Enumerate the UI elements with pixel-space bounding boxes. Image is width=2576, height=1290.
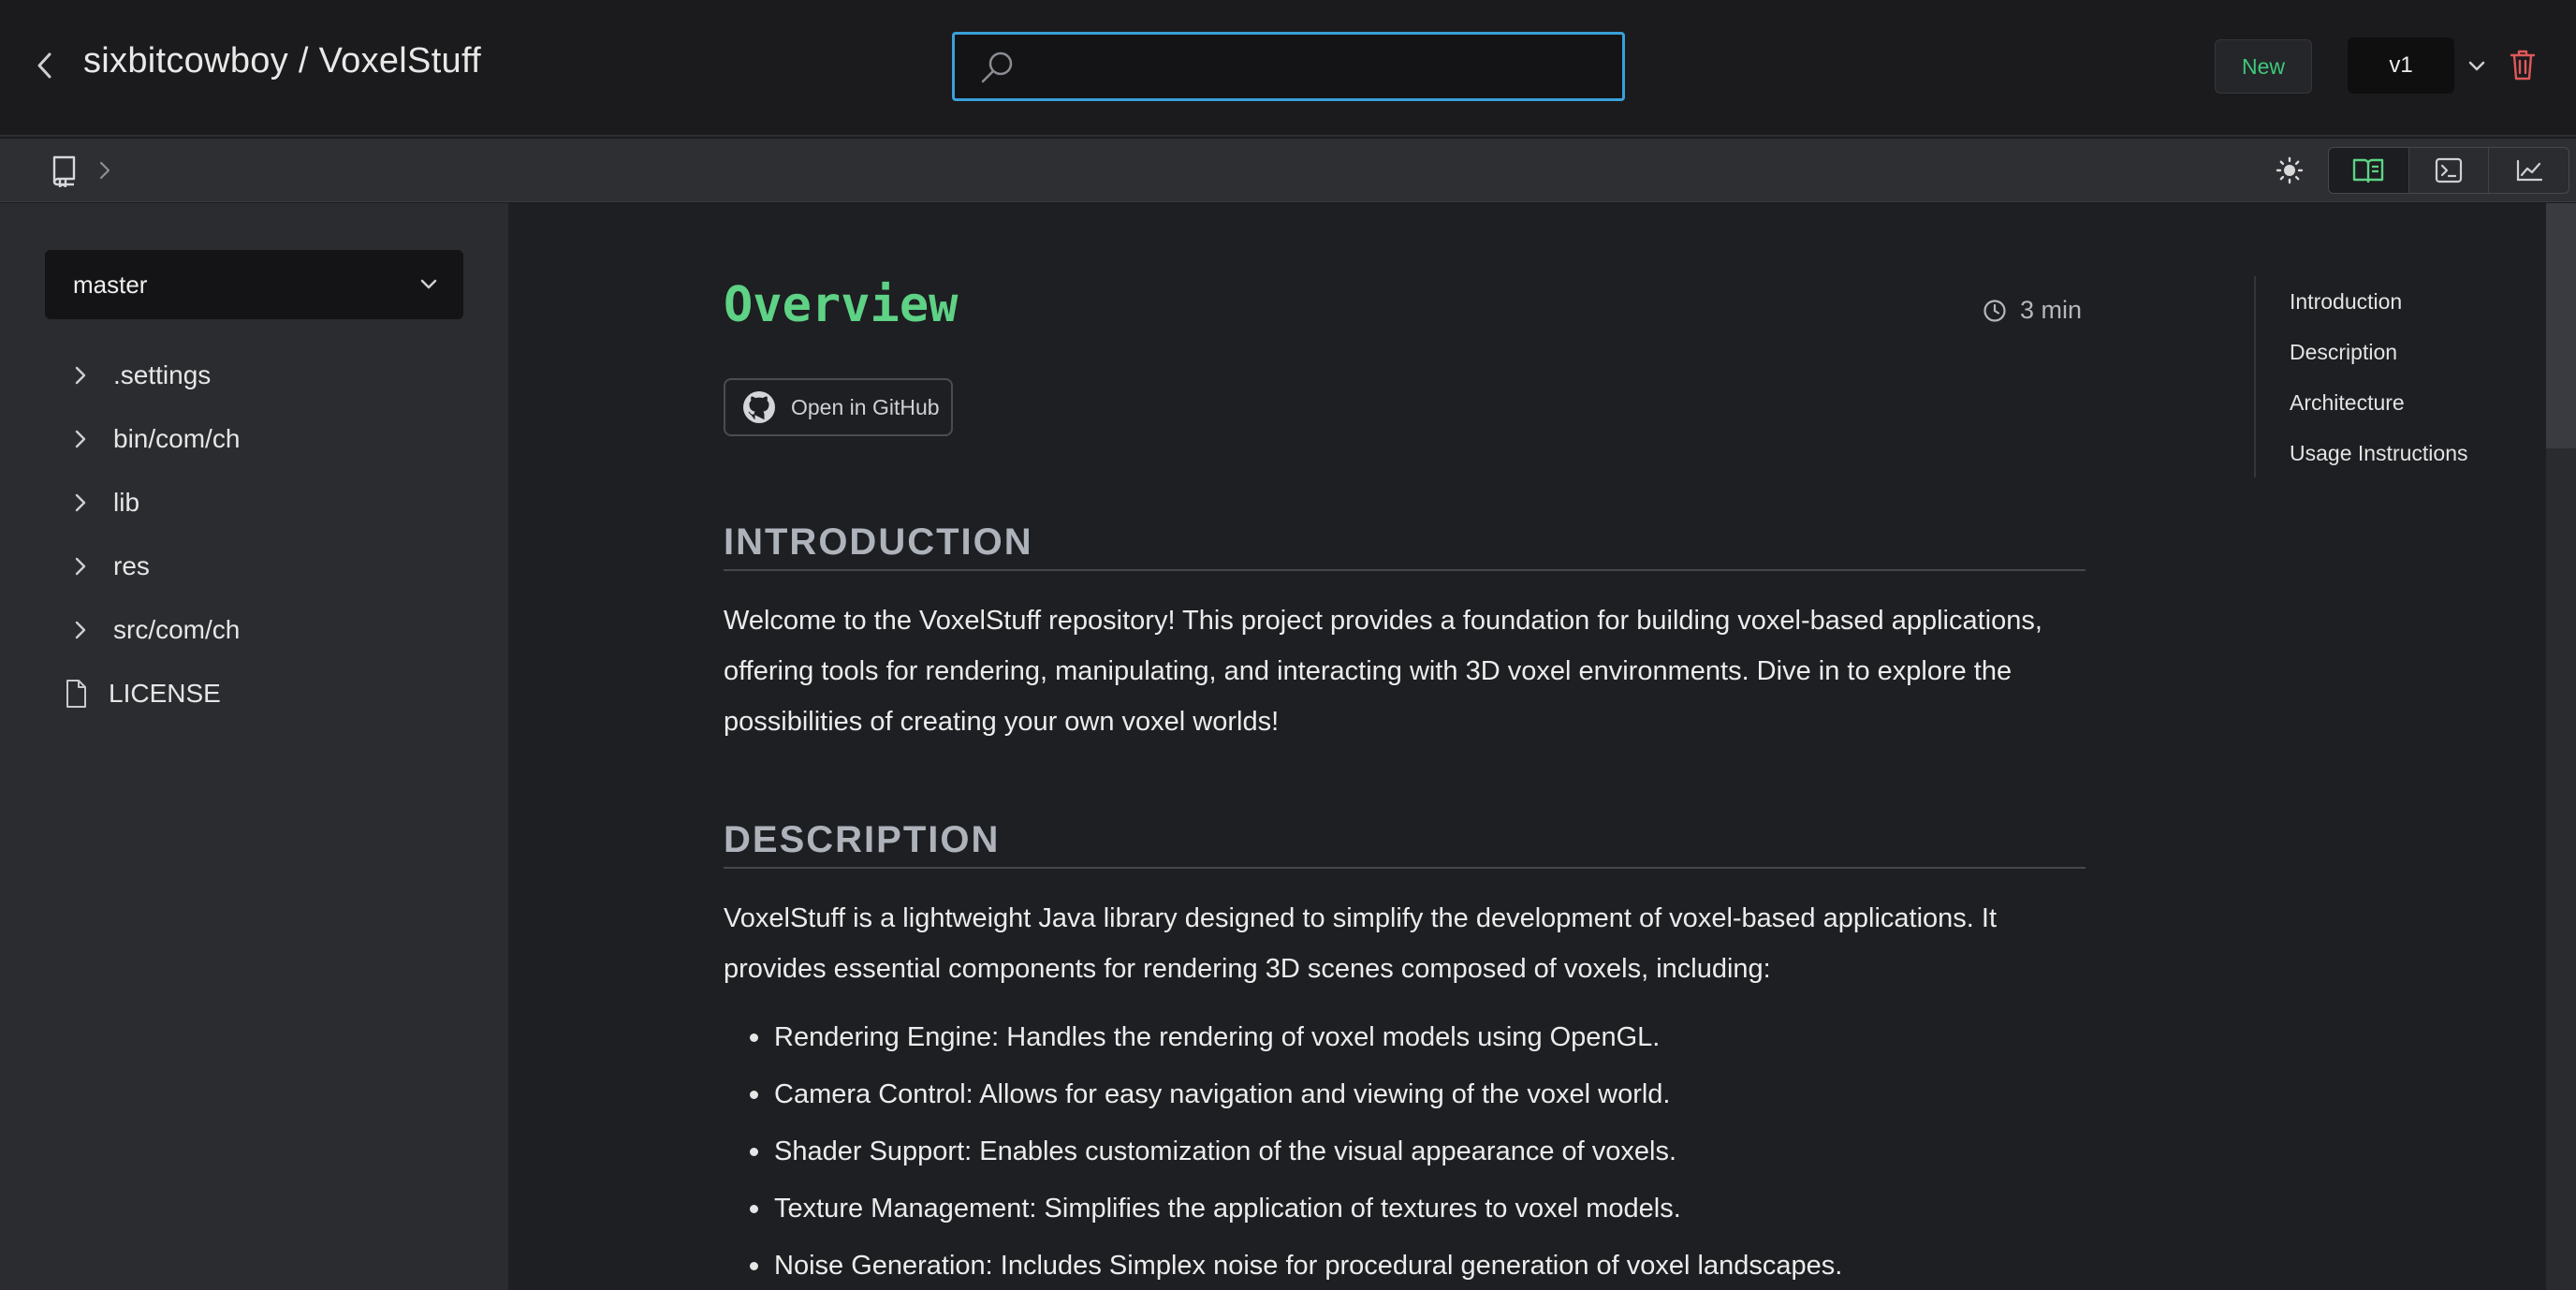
tree-item-label: LICENSE (109, 679, 221, 708)
read-time-label: 3 min (2020, 296, 2083, 324)
toc-item-usage-instructions[interactable]: Usage Instructions (2290, 441, 2468, 465)
repo-title: sixbitcowboy / VoxelStuff (83, 41, 482, 81)
chevron-right-icon (69, 555, 92, 578)
tree-item-label: bin/com/ch (113, 424, 241, 453)
chevron-right-icon (69, 364, 92, 387)
repo-book-icon[interactable] (51, 154, 79, 187)
docs-view-button[interactable] (2329, 148, 2409, 193)
tree-item-settings[interactable] (0, 344, 508, 407)
book-open-icon (2352, 157, 2384, 183)
trash-icon[interactable] (2507, 47, 2539, 82)
list-item: Rendering Engine: Handles the rendering of voxel models using OpenGL. (724, 1009, 2100, 1066)
open-in-github-label: Open in GitHub (791, 394, 940, 419)
tree-item-lib[interactable] (0, 471, 508, 535)
list-item: Texture Management: Simplifies the application of textures to voxel models. (724, 1180, 2100, 1238)
chevron-right-icon (69, 491, 92, 514)
tree-item-label: res (113, 551, 150, 580)
read-time (1983, 296, 2082, 325)
tree-item-license[interactable] (0, 662, 508, 726)
toc-item-description[interactable]: Description (2290, 340, 2398, 364)
chevron-down-icon[interactable] (2464, 52, 2490, 79)
table-of-contents (2254, 276, 2535, 477)
page-title: Overview (724, 277, 959, 333)
tree-item-bin[interactable] (0, 407, 508, 471)
terminal-view-button[interactable] (2409, 148, 2490, 193)
terminal-icon (2435, 157, 2463, 183)
file-tree (0, 344, 508, 726)
search-icon (979, 50, 1015, 85)
branch-select[interactable] (45, 250, 463, 319)
chart-view-button[interactable] (2489, 148, 2569, 193)
feature-list (724, 1009, 2100, 1290)
branch-label: master (73, 270, 148, 299)
back-button[interactable] (26, 47, 64, 84)
tree-item-src[interactable] (0, 598, 508, 662)
chevron-left-icon (35, 51, 55, 80)
tree-item-label: lib (113, 488, 140, 517)
list-item: Shader Support: Enables customization of the visual appearance of voxels. (724, 1123, 2100, 1180)
toc-item-introduction[interactable]: Introduction (2290, 289, 2403, 314)
description-heading: DESCRIPTION (724, 819, 2086, 869)
github-icon (742, 390, 776, 424)
search-input[interactable] (1030, 40, 1610, 95)
tree-item-label: .settings (113, 360, 212, 389)
sub-toolbar (0, 139, 2576, 202)
clock-icon (1983, 299, 2007, 323)
list-item: Noise Generation: Includes Simplex noise for procedural generation of voxel landscapes. (724, 1238, 2100, 1290)
description-text: VoxelStuff is a lightweight Java library designed to simplify the development of voxel-based applications. It provides essential components for rendering 3D scenes composed of voxels, including: (724, 903, 1997, 984)
scrollbar-thumb[interactable] (2546, 203, 2576, 448)
top-header (0, 0, 2576, 137)
line-chart-icon (2515, 158, 2543, 183)
version-select[interactable]: v1 (2348, 37, 2454, 94)
chevron-right-icon (95, 159, 114, 182)
list-item: Camera Control: Allows for easy navigation and viewing of the voxel world. (724, 1066, 2100, 1123)
search-box[interactable] (952, 32, 1625, 101)
tree-item-label: src/com/ch (113, 615, 241, 644)
new-button[interactable]: New (2215, 39, 2312, 94)
chevron-right-icon (69, 428, 92, 450)
view-toggle (2328, 147, 2569, 194)
open-in-github-button[interactable] (724, 378, 953, 436)
file-icon (64, 679, 88, 709)
introduction-text: Welcome to the VoxelStuff repository! This project provides a foundation for building voxel-based applications, offering tools for rendering, manipulating, and interacting with 3D voxel environments. Dive in to explore the possibilities of creating your own voxel worlds! (724, 606, 2042, 737)
sun-icon[interactable] (2275, 155, 2305, 185)
chevron-down-icon (415, 271, 443, 299)
chevron-right-icon (69, 619, 92, 641)
toc-item-architecture[interactable]: Architecture (2290, 390, 2405, 415)
tree-item-res[interactable] (0, 535, 508, 598)
introduction-heading: INTRODUCTION (724, 521, 2086, 571)
file-sidebar (0, 203, 508, 1290)
